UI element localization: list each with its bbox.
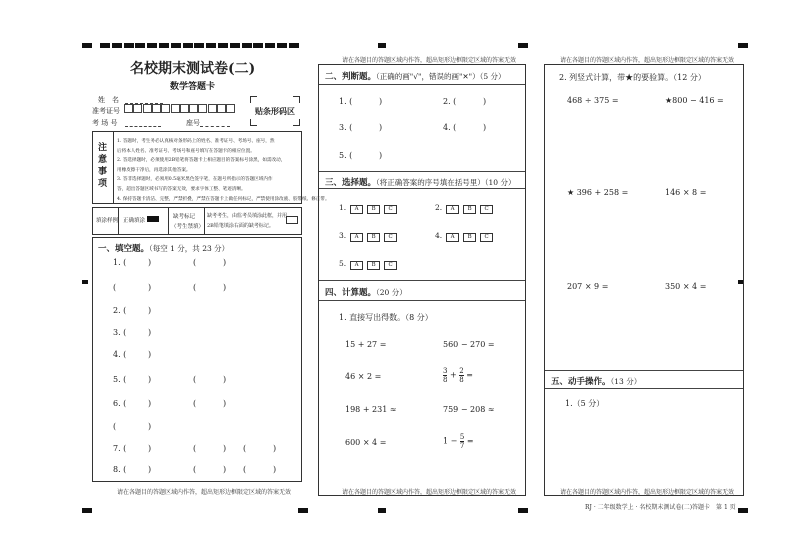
answer-blank-open: ( — [193, 465, 197, 474]
notice-right-top: 请在各题目的答题区域内作答，超出矩形边框限定区域的答案无效 — [560, 57, 735, 64]
notice-right-bottom: 请在各题目的答题区域内作答，超出矩形边框限定区域的答案无效 — [560, 489, 735, 496]
room-field[interactable] — [125, 126, 161, 127]
answer-blank-close: ) — [148, 375, 152, 384]
exam-no-cell[interactable] — [208, 104, 217, 113]
calc-item-fraction: $1 - \frac{5}{7}$ = — [443, 433, 474, 450]
notes-line: 后将本人姓名、准考证号、考场号和座号填写在答题卡的相应位置。 — [117, 148, 255, 154]
mc-option-bubble[interactable]: B — [463, 205, 476, 214]
vertical-calc-item: 207 × 9 = — [567, 282, 609, 291]
timing-dash — [147, 43, 157, 48]
tf-blank-close: ) — [379, 151, 383, 160]
mc-option-bubble[interactable]: B — [463, 233, 476, 242]
answer-blank-open: 6. ( — [113, 399, 127, 408]
exam-no-label: 准考证号 — [92, 107, 120, 115]
answer-blank-open: ( — [193, 375, 197, 384]
vertical-calc-item: ★800 − 416 = — [665, 96, 724, 105]
answer-blank-open: 8. ( — [113, 465, 127, 474]
timing-dash — [253, 43, 263, 48]
mc-option-bubble[interactable]: A — [350, 233, 363, 242]
tf-blank-open: 3. ( — [339, 123, 353, 132]
exam-no-cell[interactable] — [189, 104, 198, 113]
timing-mark — [298, 508, 308, 513]
answer-blank-close: ) — [148, 422, 152, 431]
mc-question-number: 1. — [339, 203, 347, 212]
notes-heading-char: 项 — [98, 179, 108, 189]
answer-blank-open: ( — [193, 283, 197, 292]
answer-blank-open: ( — [193, 444, 197, 453]
exam-no-cell[interactable] — [133, 104, 142, 113]
exam-no-cell[interactable] — [217, 104, 226, 113]
answer-blank-close: ) — [223, 258, 227, 267]
mc-question — [435, 203, 493, 214]
notice-middle-top: 请在各题目的答题区域内作答，超出矩形边框限定区域的答案无效 — [342, 57, 517, 64]
fill-example-box — [92, 207, 302, 235]
answer-blank-open: ( — [113, 283, 117, 292]
answer-blank-open: ( — [113, 422, 117, 431]
absent-note-2: 2B铅笔填涂右面的缺考标记。 — [207, 223, 274, 229]
mc-question-number: 2. — [435, 203, 443, 212]
answer-blank-open: ( — [193, 399, 197, 408]
calc-item: 759 − 208 ≈ — [443, 405, 495, 414]
tf-blank-close: ) — [483, 97, 487, 106]
timing-mark — [378, 43, 386, 48]
mc-option-bubble[interactable]: C — [480, 233, 493, 242]
section-5-question-1: 1.（5 分） — [565, 399, 605, 408]
notes-line: 答，超出答题区域书写的答案无效，要求字体工整、笔迹清晰。 — [117, 186, 246, 192]
absent-note-1: 缺考考生，由监考员填涂此框，并用 — [207, 213, 288, 219]
tf-blank-open: 4. ( — [443, 123, 457, 132]
tf-blank-open: 1. ( — [339, 97, 353, 106]
mc-question — [339, 203, 397, 214]
answer-blank-open: 1. ( — [113, 258, 127, 267]
exam-no-cell[interactable] — [180, 104, 189, 113]
section-5-title: 五、动手操作。（13 分） — [551, 377, 642, 387]
mc-option-bubble[interactable]: A — [446, 233, 459, 242]
mc-option-bubble[interactable]: A — [446, 205, 459, 214]
exam-no-cell[interactable] — [161, 104, 170, 113]
notice-middle-bottom: 请在各题目的答题区域内作答，超出矩形边框限定区域的答案无效 — [342, 489, 517, 496]
answer-blank-open: ( — [243, 465, 247, 474]
section-1-title: 一、填空题。（每空 1 分，共 23 分） — [98, 244, 230, 254]
mc-option-bubble[interactable]: B — [367, 261, 380, 270]
mc-option-bubble[interactable]: C — [480, 205, 493, 214]
mc-question — [435, 231, 493, 242]
notes-box — [92, 131, 330, 204]
header-subtitle: 数学答题卡 — [170, 82, 216, 92]
section-2-title: 二、判断题。（正确的画"√"，错误的画"✕"）（5 分） — [325, 72, 506, 82]
seat-label: 座号 — [186, 119, 200, 127]
mc-question-number: 5. — [339, 259, 347, 268]
exam-no-cell[interactable] — [124, 104, 133, 113]
notice-left-bottom: 请在各题目的答题区域内作答，超出矩形边框限定区域的答案无效 — [117, 489, 292, 496]
answer-blank-close: ) — [148, 465, 152, 474]
answer-blank-open: 7. ( — [113, 444, 127, 453]
exam-no-cell[interactable] — [226, 104, 235, 113]
notes-heading-char: 意 — [98, 155, 108, 165]
timing-mark — [378, 508, 386, 513]
fill-correct-label: 正确填涂 — [123, 218, 146, 224]
mc-option-bubble[interactable]: A — [350, 261, 363, 270]
mc-option-bubble[interactable]: A — [350, 205, 363, 214]
calc-item: 600 × 4 = — [345, 438, 387, 447]
section-1-box — [92, 237, 302, 482]
answer-blank-open: ( — [243, 444, 247, 453]
notes-line: 用橡皮擦干净后，再选涂其他答案。 — [117, 167, 191, 173]
vertical-calc-item: 468 ÷ 375 = — [567, 96, 619, 105]
tf-blank-open: 5. ( — [339, 151, 353, 160]
timing-mark — [738, 508, 748, 513]
answer-blank-close: ) — [223, 283, 227, 292]
answer-blank-close: ) — [223, 375, 227, 384]
barcode-label: 贴条形码区 — [255, 106, 295, 116]
notes-line: 3. 答非选择题时，必须用0.5毫米黑色签字笔，在题号所指示的答题区域内作 — [117, 177, 273, 183]
vertical-calc-item: ★ 396 + 258 = — [567, 188, 629, 197]
answer-blank-open: ( — [193, 258, 197, 267]
calc-item: 15 + 27 = — [345, 340, 387, 349]
seat-field[interactable] — [200, 126, 230, 127]
right-panel — [544, 64, 744, 496]
timing-mark — [82, 508, 92, 513]
calc-item: 198 + 231 ≈ — [345, 405, 397, 414]
fill-example-label: 填涂样例 — [96, 218, 119, 224]
answer-blank-close: ) — [148, 283, 152, 292]
exam-no-field[interactable] — [124, 104, 236, 113]
absent-label-2: （考生禁填） — [171, 224, 205, 230]
room-label: 考 场 号 — [92, 119, 118, 127]
timing-dash — [100, 43, 110, 48]
timing-dash — [277, 43, 287, 48]
mc-option-bubble[interactable]: B — [367, 205, 380, 214]
timing-dash — [183, 43, 193, 48]
timing-dash — [171, 43, 181, 48]
answer-blank-close: ) — [223, 399, 227, 408]
timing-dash — [242, 43, 252, 48]
section-4-title: 四、计算题。（20 分） — [325, 288, 407, 298]
absent-mark-box[interactable] — [286, 216, 298, 224]
exam-no-cell[interactable] — [198, 104, 207, 113]
tf-blank-close: ) — [379, 123, 383, 132]
calc-item-fraction: $\frac{3}{8}$ + $\frac{2}{8}$ = — [443, 367, 473, 384]
answer-blank-close: ) — [223, 444, 227, 453]
exam-no-cell[interactable] — [152, 104, 161, 113]
barcode-area — [248, 94, 302, 128]
name-label: 姓 名 — [98, 96, 119, 104]
notes-heading-char: 注 — [98, 143, 108, 153]
tf-blank-open: 2. ( — [443, 97, 457, 106]
mc-question — [339, 231, 397, 242]
calc-item: 560 − 270 = — [443, 340, 495, 349]
answer-blank-open: 3. ( — [113, 328, 127, 337]
tf-blank-close: ) — [483, 123, 487, 132]
answer-blank-close: ) — [148, 258, 152, 267]
mc-question-number: 4. — [435, 231, 443, 240]
notes-line: 2. 答选择题时，必须使用2B铅笔将答题卡上相应题目的答案标号涂黑，如需改动， — [117, 158, 286, 164]
timing-dash — [265, 43, 275, 48]
section-4-subtitle: 1. 直接写出得数。（8 分） — [339, 313, 433, 322]
exam-no-cell[interactable] — [171, 104, 180, 113]
vertical-calc-item: 146 × 8 = — [665, 188, 707, 197]
mc-question — [339, 259, 397, 270]
timing-dash — [135, 43, 145, 48]
answer-blank-close: ) — [223, 465, 227, 474]
section-3-title: 三、选择题。（将正确答案的序号填在括号里）（10 分） — [325, 178, 516, 188]
timing-dash — [206, 43, 216, 48]
timing-dash — [112, 43, 122, 48]
answer-blank-close: ) — [148, 350, 152, 359]
answer-blank-close: ) — [148, 306, 152, 315]
answer-blank-open: 5. ( — [113, 375, 127, 384]
mc-option-bubble[interactable]: B — [367, 233, 380, 242]
header-title: 名校期末测试卷(二) — [130, 61, 256, 77]
timing-dash — [194, 43, 204, 48]
page-footer: RJ · 二年级数学上 · 名校期末测试卷(二)答题卡 第 1 页 — [585, 504, 736, 511]
notes-line: 1. 答题时，考生务必认真核对条形码上的姓名、准考证号、考场号、座号，然 — [117, 139, 275, 144]
timing-dash — [159, 43, 169, 48]
answer-blank-open: 4. ( — [113, 350, 127, 359]
notes-line: 4. 保持答题卡清洁、完整，严禁折叠，严禁在答题卡上做任何标记，严禁使用涂改液、胶带纸、修正带。 — [117, 196, 330, 202]
timing-mark — [518, 43, 528, 48]
timing-dash — [230, 43, 240, 48]
timing-dash — [218, 43, 228, 48]
mc-option-bubble[interactable]: C — [384, 233, 397, 242]
mc-option-bubble[interactable]: C — [384, 205, 397, 214]
answer-blank-close: ) — [148, 444, 152, 453]
calc-item: 46 × 2 = — [345, 372, 382, 381]
answer-blank-close: ) — [148, 328, 152, 337]
timing-mark — [82, 280, 88, 284]
timing-dash — [289, 43, 299, 48]
filled-example-mark — [147, 216, 159, 222]
answer-blank-close: ) — [273, 465, 277, 474]
answer-blank-close: ) — [273, 444, 277, 453]
middle-panel — [318, 64, 526, 496]
exam-no-cell[interactable] — [143, 104, 152, 113]
mc-question-number: 3. — [339, 231, 347, 240]
calc-2-subtitle: 2. 列竖式计算，带★的要验算。（12 分） — [559, 73, 706, 82]
timing-mark — [82, 43, 92, 48]
notes-heading-char: 事 — [98, 167, 108, 177]
tf-blank-close: ) — [379, 97, 383, 106]
answer-blank-open: 2. ( — [113, 306, 127, 315]
timing-dash — [124, 43, 134, 48]
mc-option-bubble[interactable]: C — [384, 261, 397, 270]
absent-label-1: 缺考标记 — [173, 214, 196, 220]
timing-mark — [738, 43, 748, 48]
answer-blank-close: ) — [148, 399, 152, 408]
timing-mark — [518, 508, 528, 513]
vertical-calc-item: 350 × 4 = — [665, 282, 707, 291]
